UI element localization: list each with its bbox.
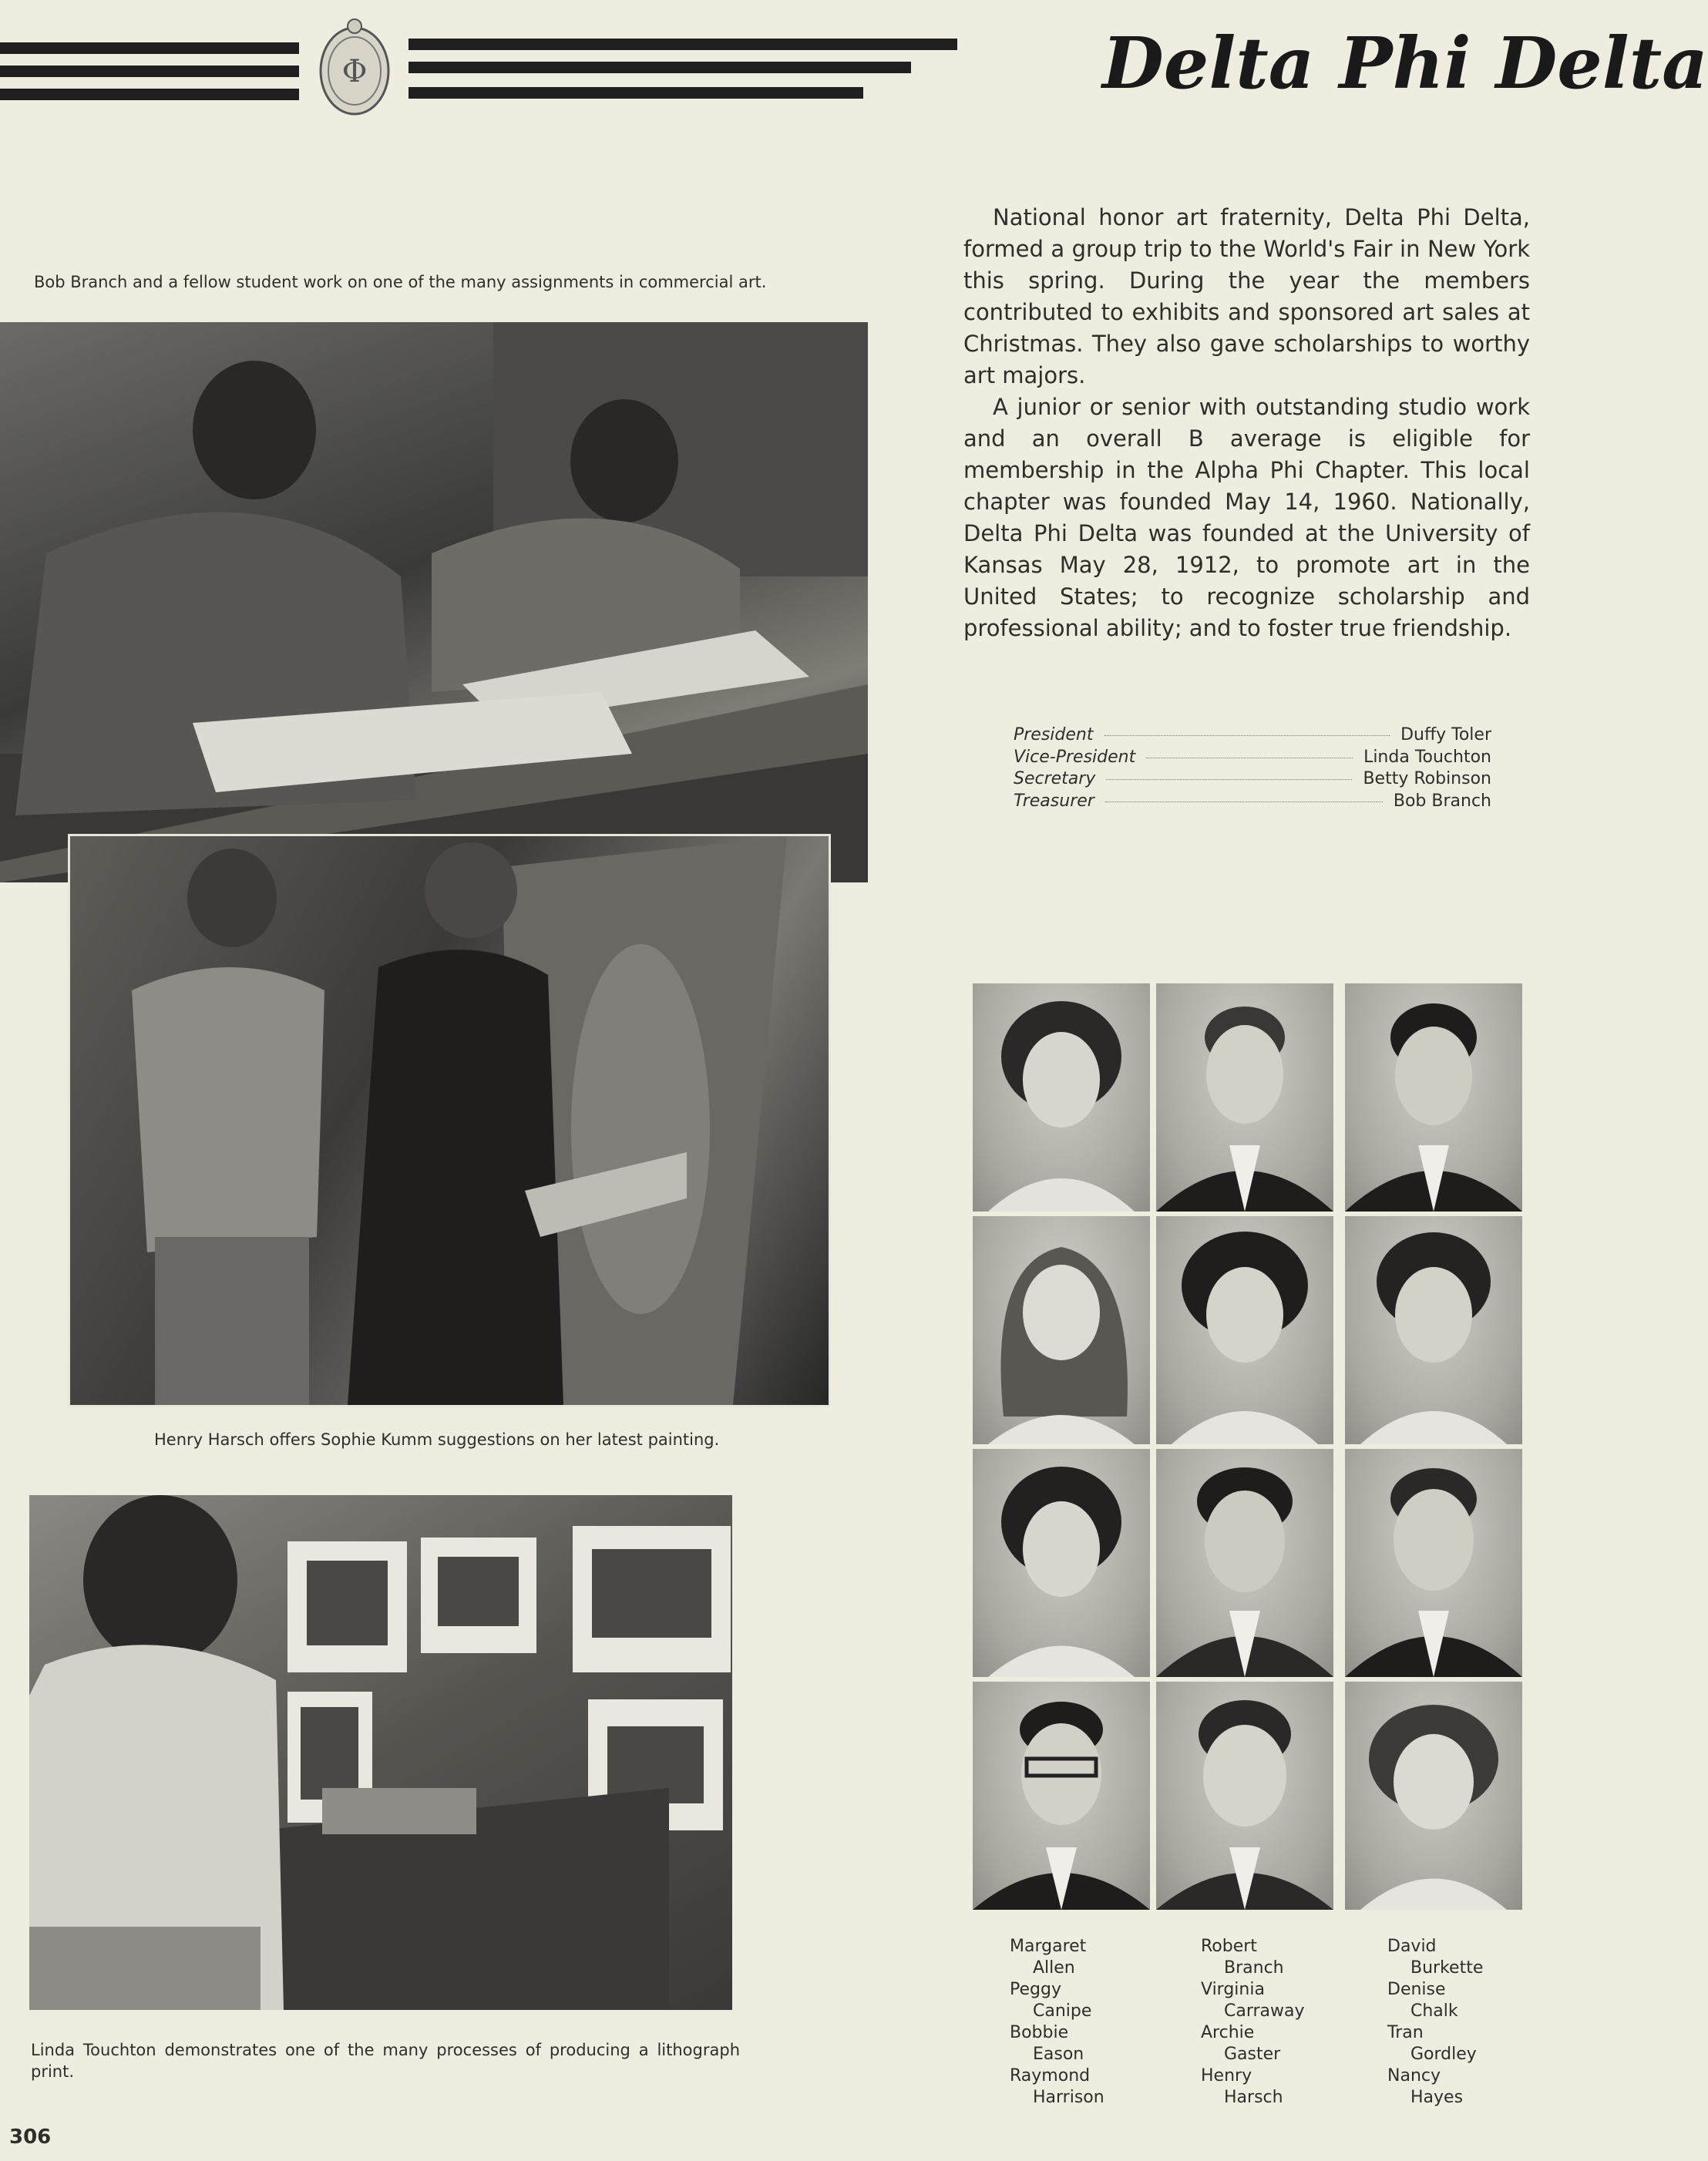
officer-name: Bob Branch [1393, 791, 1491, 811]
member-first-name: Peggy [1010, 1980, 1061, 1999]
member-last-name: Burkette [1410, 1958, 1484, 1978]
member-last-name: Canipe [1033, 2001, 1092, 2021]
member-last-name: Harsch [1224, 2088, 1283, 2107]
portrait-henry-harsch [1156, 1682, 1333, 1910]
member-last-name: Gaster [1224, 2045, 1281, 2064]
intro-paragraph: A junior or senior with outstanding studio work and an overall B average is eligible for membership in the Alpha Phi Chapter. This local chapter was founded May 14, 1960. Nationally, Delta Phi Delta was founded at the University of Kansas May 28, 1912, to promote art in the United States; to recognize scholarship and professional ability; and to foster true friendship. [963, 394, 1530, 641]
member-last-name: Branch [1224, 1958, 1284, 1978]
officer-role: Secretary [1014, 769, 1096, 788]
portrait-margaret-allen [973, 983, 1150, 1212]
portrait-peggy-canipe [973, 1216, 1150, 1444]
officers-list [1014, 724, 1491, 812]
portrait-bobbie-eason [973, 1449, 1150, 1677]
intro-paragraph: National honor art fraternity, Delta Phi Delta, formed a group trip to the World's Fair in New York this spring. During the year the members contributed to exhibits and sponsored art sales at Christmas. They also gave scholarships to worthy art majors. [963, 204, 1530, 388]
portrait-nancy-hayes [1345, 1682, 1522, 1910]
member-last-name: Chalk [1410, 2001, 1458, 2021]
officer-row [1014, 724, 1491, 747]
officer-name: Linda Touchton [1363, 747, 1491, 767]
photo-commercial-art-class [0, 322, 868, 882]
officer-row [1014, 791, 1491, 813]
officer-row [1014, 747, 1491, 769]
member-first-name: Henry [1201, 2066, 1252, 2085]
page-title: Delta Phi Delta [1102, 22, 1708, 105]
photo-caption-commercial-art: Bob Branch and a fellow student work on one of the many assignments in commercial art. [34, 273, 767, 291]
portrait-robert-branch [1156, 983, 1333, 1212]
member-last-name: Harrison [1033, 2088, 1104, 2107]
member-first-name: Archie [1201, 2023, 1255, 2042]
portrait-archie-gaster [1156, 1449, 1333, 1677]
member-first-name: Robert [1201, 1937, 1257, 1956]
svg-text:Φ: Φ [341, 54, 368, 89]
officer-name: Duffy Toler [1400, 725, 1491, 744]
member-first-name: David [1387, 1937, 1437, 1956]
portrait-tran-gordley [1345, 1449, 1522, 1677]
member-last-name: Gordley [1410, 2045, 1477, 2064]
photo-lithograph-print [29, 1495, 732, 2010]
member-first-name: Margaret [1010, 1937, 1087, 1956]
officer-role: Treasurer [1014, 791, 1094, 811]
intro-text [963, 202, 1530, 644]
member-names-column-3 [1387, 1936, 1483, 2109]
member-first-name: Bobbie [1010, 2023, 1069, 2042]
photo-caption-lithograph: Linda Touchton demonstrates one of the many processes of producing a lithograph print. [31, 2041, 740, 2081]
member-last-name: Allen [1033, 1958, 1075, 1978]
member-first-name: Virginia [1201, 1980, 1265, 1999]
officer-row [1014, 768, 1491, 791]
member-names-column-1 [1010, 1936, 1104, 2109]
member-last-name: Hayes [1410, 2088, 1464, 2107]
member-names-column-2 [1201, 1936, 1305, 2109]
member-first-name: Raymond [1010, 2066, 1091, 2085]
member-last-name: Eason [1033, 2045, 1084, 2064]
member-last-name: Carraway [1224, 2001, 1305, 2021]
page-number: 306 [9, 2126, 52, 2149]
portrait-david-burkette [1345, 983, 1522, 1212]
portrait-denise-chalk [1345, 1216, 1522, 1444]
fraternity-crest-icon [318, 15, 392, 117]
officer-role: President [1014, 725, 1094, 744]
officer-name: Betty Robinson [1363, 769, 1491, 788]
photo-painting-critique [68, 834, 831, 1407]
member-first-name: Denise [1387, 1980, 1446, 1999]
portrait-virginia-carraway [1156, 1216, 1333, 1444]
portrait-raymond-harrison [973, 1682, 1150, 1910]
member-first-name: Nancy [1387, 2066, 1441, 2085]
member-first-name: Tran [1387, 2023, 1424, 2042]
photo-caption-painting: Henry Harsch offers Sophie Kumm suggestions on her latest painting. [154, 1430, 720, 1449]
officer-role: Vice-President [1014, 747, 1136, 767]
